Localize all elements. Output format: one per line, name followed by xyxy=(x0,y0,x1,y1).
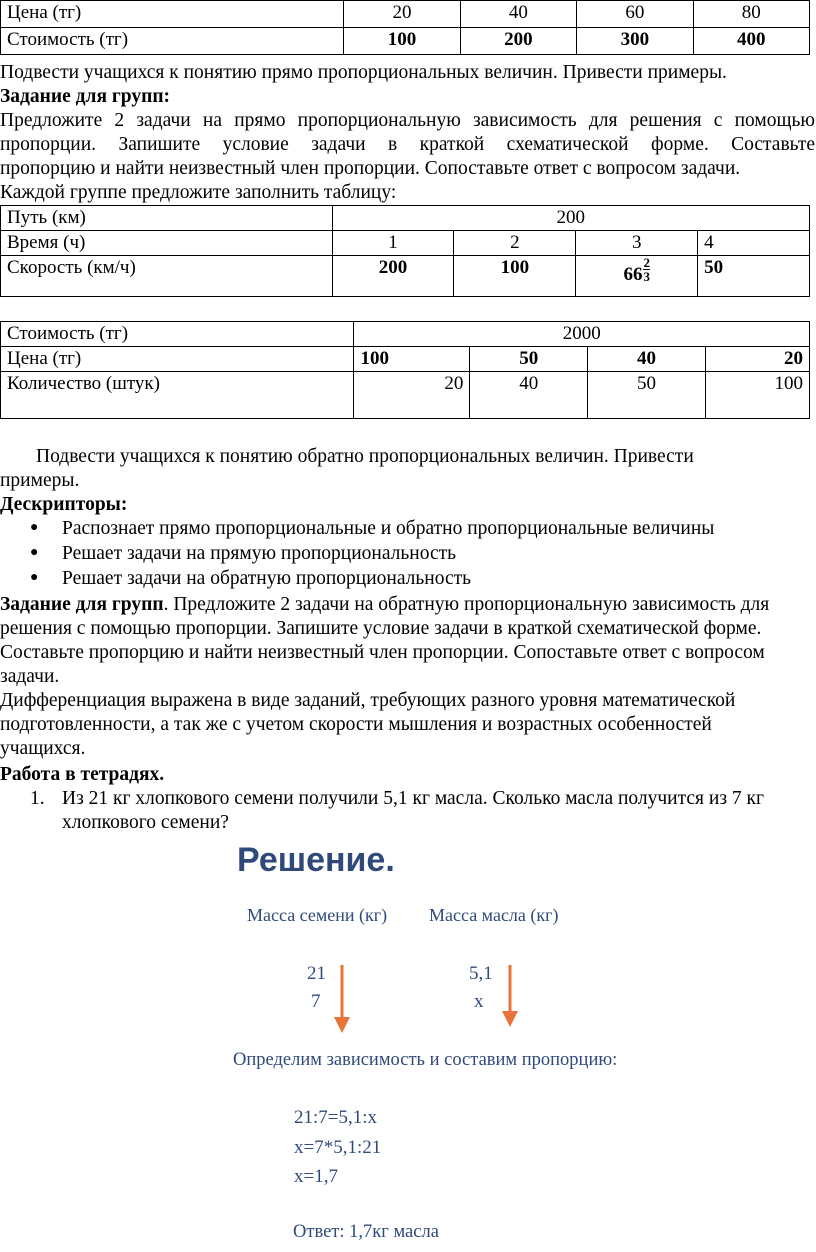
down-arrow-icon xyxy=(498,963,522,1029)
equation-1: 21:7=5,1:x xyxy=(294,1107,378,1128)
row-label: Скорость (км/ч) xyxy=(1,256,333,297)
row-label: Стоимость (тг) xyxy=(1,28,344,55)
table-cell: 40 xyxy=(588,347,706,372)
table-cell: 2000 xyxy=(354,322,810,347)
solution-subtitle: Определим зависимость и составим пропорцию: xyxy=(233,1050,618,1070)
paragraph-line: Предложите 2 задачи на прямо пропорциональную зависимость для решения с помощью xyxy=(0,110,815,131)
table-cell: 50 xyxy=(588,372,706,419)
list-item: Решает задачи на прямую пропорциональность xyxy=(62,543,457,564)
task-heading: Задание для групп: xyxy=(0,86,171,107)
table-cell: 100 xyxy=(354,347,470,372)
row-label: Стоимость (тг) xyxy=(1,322,354,347)
paragraph-line: пропорцию и найти неизвестный член пропорции. Сопоставьте ответ с вопросом задачи. xyxy=(0,158,741,179)
table-cell xyxy=(576,256,698,297)
table-cell: 40 xyxy=(460,1,576,28)
bullet-icon: ● xyxy=(30,545,39,560)
cost-price-quantity-table xyxy=(0,321,810,419)
list-item: Распознает прямо пропорциональные и обратно пропорциональные величины xyxy=(62,518,715,539)
paragraph-line: решения с помощью пропорции. Запишите условие задачи в краткой схематической форме. xyxy=(0,618,762,639)
table-cell: 200 xyxy=(332,256,454,297)
table-row xyxy=(1,256,810,297)
paragraph-line: пропорции. Запишите условие задачи в краткой схематической форме. Составьте xyxy=(0,134,815,155)
equation-2: x=7*5,1:21 xyxy=(294,1137,382,1158)
table-cell: 50 xyxy=(470,347,588,372)
table-row xyxy=(1,28,810,55)
solution-title: Решение. xyxy=(237,841,395,879)
price-cost-table xyxy=(0,0,810,55)
table-cell: 3 xyxy=(576,231,698,256)
table-row xyxy=(1,1,810,28)
bullet-icon: ● xyxy=(30,520,39,535)
table-cell: 100 xyxy=(454,256,576,297)
table-cell: 80 xyxy=(693,1,809,28)
paragraph-line: задачи. xyxy=(0,666,60,687)
fraction-denominator: 3 xyxy=(643,269,650,284)
table-cell: 20 xyxy=(705,347,809,372)
seed-value-1: 21 xyxy=(307,963,326,984)
solution-figure xyxy=(0,835,816,1252)
paragraph-line: Каждой группе предложите заполнить таблицу: xyxy=(0,182,397,203)
paragraph-text: . Предложите 2 задачи на обратную пропорциональную зависимость для xyxy=(163,594,770,615)
row-label: Время (ч) xyxy=(1,231,333,256)
seed-value-2: 7 xyxy=(311,991,321,1012)
table-cell: 4 xyxy=(698,231,810,256)
work-heading: Работа в тетрадях. xyxy=(0,764,165,785)
table-cell: 200 xyxy=(460,28,576,55)
column-label-seed: Масса семени (кг) xyxy=(247,905,388,925)
equation-3: x=1,7 xyxy=(294,1166,338,1187)
table-row xyxy=(1,322,810,347)
table-cell: 1 xyxy=(332,231,454,256)
problem-line: хлопкового семени? xyxy=(62,812,229,833)
row-label: Количество (штук) xyxy=(1,372,354,419)
paragraph: Подвести учащихся к понятию прямо пропорциональных величин. Привести примеры. xyxy=(0,62,727,83)
table-row xyxy=(1,372,810,419)
mixed-number-whole: 66 xyxy=(623,263,643,285)
table-cell: 200 xyxy=(332,206,809,231)
paragraph-line: Дифференциация выражена в виде заданий, требующих разного уровня математической xyxy=(0,690,736,711)
table-cell: 50 xyxy=(698,256,810,297)
fraction xyxy=(643,256,650,283)
paragraph-line: Подвести учащихся к понятию обратно пропорциональных величин. Привести xyxy=(36,446,694,467)
distance-time-speed-table xyxy=(0,205,810,297)
table-cell: 20 xyxy=(344,1,460,28)
table-cell: 60 xyxy=(577,1,693,28)
paragraph-line: примеры. xyxy=(0,470,80,491)
paragraph-line: Составьте пропорцию и найти неизвестный член пропорции. Сопоставьте ответ с вопросом xyxy=(0,642,765,663)
list-item: Решает задачи на обратную пропорциональность xyxy=(62,568,472,589)
table-cell: 300 xyxy=(577,28,693,55)
problem-line: Из 21 кг хлопкового семени получили 5,1 кг масла. Сколько масла получится из 7 кг xyxy=(62,788,764,809)
table-cell: 2 xyxy=(454,231,576,256)
table-cell: 100 xyxy=(344,28,460,55)
oil-value-1: 5,1 xyxy=(469,963,493,984)
table-cell: 100 xyxy=(705,372,809,419)
table-cell: 20 xyxy=(354,372,470,419)
row-label: Цена (тг) xyxy=(1,1,344,28)
table-row xyxy=(1,206,810,231)
table-cell: 400 xyxy=(693,28,809,55)
descriptors-heading: Дескрипторы: xyxy=(0,494,128,515)
answer: Ответ: 1,7кг масла xyxy=(293,1222,439,1242)
paragraph-line: учащихся. xyxy=(0,738,86,759)
oil-value-2: x xyxy=(474,991,484,1012)
table-row xyxy=(1,231,810,256)
task-heading: Задание для групп xyxy=(0,594,164,615)
row-label: Цена (тг) xyxy=(1,347,354,372)
row-label: Путь (км) xyxy=(1,206,333,231)
list-number: 1. xyxy=(30,788,45,809)
table-row xyxy=(1,347,810,372)
bullet-icon: ● xyxy=(30,570,39,585)
paragraph-line xyxy=(0,593,769,616)
fraction-numerator: 2 xyxy=(643,255,650,270)
table-cell: 40 xyxy=(470,372,588,419)
down-arrow-icon xyxy=(330,963,354,1035)
paragraph-line: подготовленности, а так же с учетом скорости мышления и возрастных особенностей xyxy=(0,714,712,735)
column-label-oil: Масса масла (кг) xyxy=(429,905,559,925)
